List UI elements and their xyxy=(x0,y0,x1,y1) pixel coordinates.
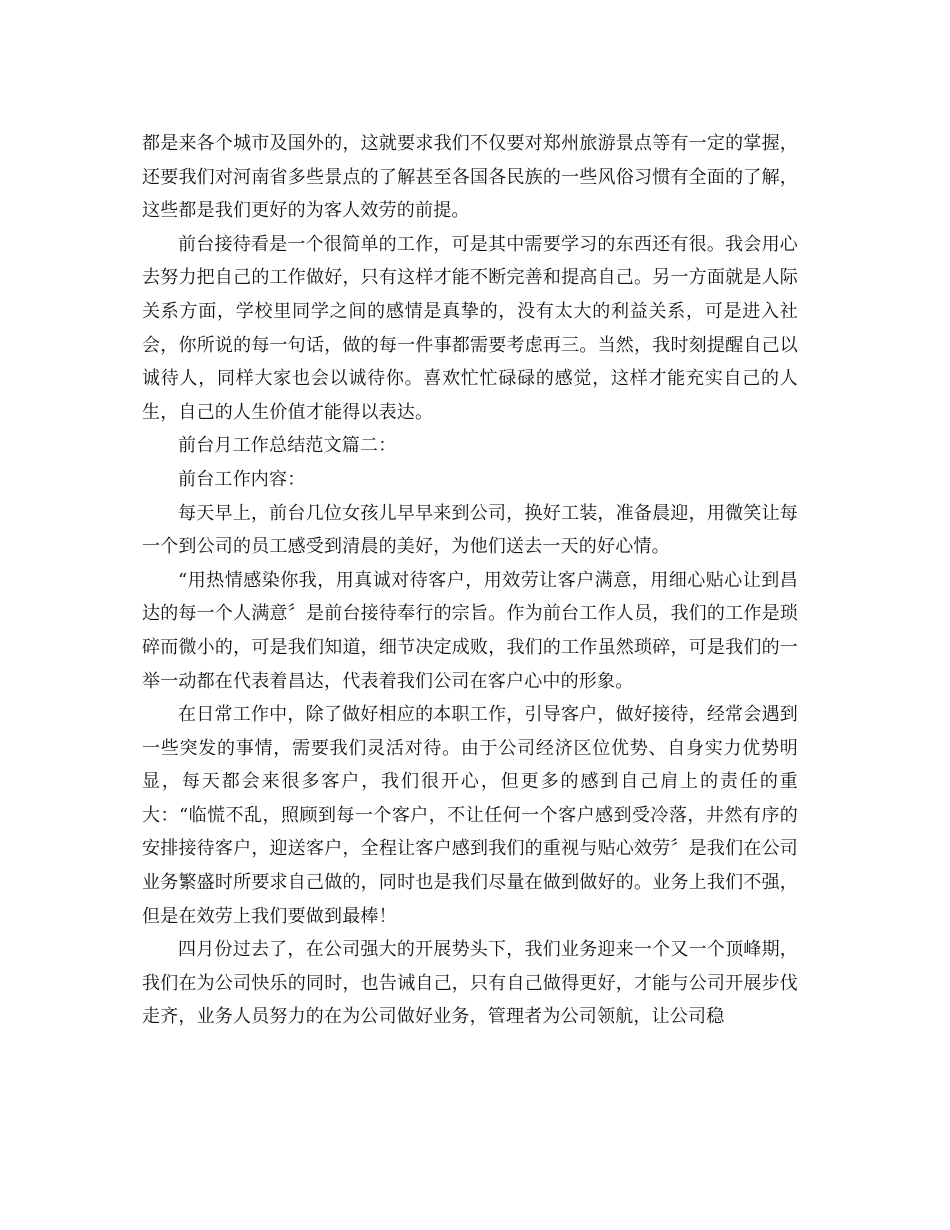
section-heading: 前台月工作总结范文篇二： xyxy=(178,435,397,457)
paragraph-daily-work: 在日常工作中，除了做好相应的本职工作，引导客户，做好接待，经常会遇到一些突发的事情，需要我们灵活对待。由于公司经济区位优势、自身实力优势明显，每天都会来很多客户，我们很开心，但更多的感到自己肩上的责任的重大：“临慌不乱，照顾到每一个客户，不让任何一个客户感到受冷落，井然有序的安排接待客户，迎送客户，全程让客户感到我们的重视与贴心效劳〞是我们在公司业务繁盛时所要求自己做的，同时也是我们尽量在做到做好的。业务上我们不强，但是在效劳上我们要做到最棒！ xyxy=(142,704,798,927)
paragraph-reception-work: 前台接待看是一个很简单的工作，可是其中需要学习的东西还有很。我会用心去努力把自己的工作做好，只有这样才能不断完善和提高自己。另一方面就是人际关系方面，学校里同学之间的感情是真挚的，没有太大的利益关系，可是进入社会，你所说的每一句话，做的每一件事都需要考虑再三。当然，我时刻提醒自己以诚待人，同样大家也会以诚待你。喜欢忙忙碌碌的感觉，这样才能充实自己的人生，自己的人生价值才能得以表达。 xyxy=(142,233,798,423)
paragraph-continuation: 都是来各个城市及国外的，这就要求我们不仅要对郑州旅游景点等有一定的掌握，还要我们对河南省多些景点的了解甚至各国各民族的一些风俗习惯有全面的了解，这些都是我们更好的为客人效劳的前提。 xyxy=(142,133,798,222)
document-body xyxy=(142,127,798,1034)
paragraph-morning: 每天早上，前台几位女孩儿早早来到公司，换好工装，准备晨迎，用微笑让每一个到公司的员工感受到清晨的美好，为他们送去一天的好心情。 xyxy=(142,502,798,558)
subsection-heading: 前台工作内容： xyxy=(178,468,306,490)
paragraph-april: 四月份过去了，在公司强大的开展势头下，我们业务迎来一个又一个顶峰期，我们在为公司快乐的同时，也告诫自己，只有自己做得更好，才能与公司开展步伐走齐，业务人员努力的在为公司做好业务，管理者为公司领航，让公司稳 xyxy=(142,939,798,1028)
paragraph-motto: “用热情感染你我，用真诚对待客户，用效劳让客户满意，用细心贴心让到昌达的每一个人满意〞是前台接待奉行的宗旨。作为前台工作人员，我们的工作是琐碎而微小的，可是我们知道，细节决定成败，我们的工作虽然琐碎，可是我们的一举一动都在代表着昌达，代表着我们公司在客户心中的形象。 xyxy=(142,569,798,692)
